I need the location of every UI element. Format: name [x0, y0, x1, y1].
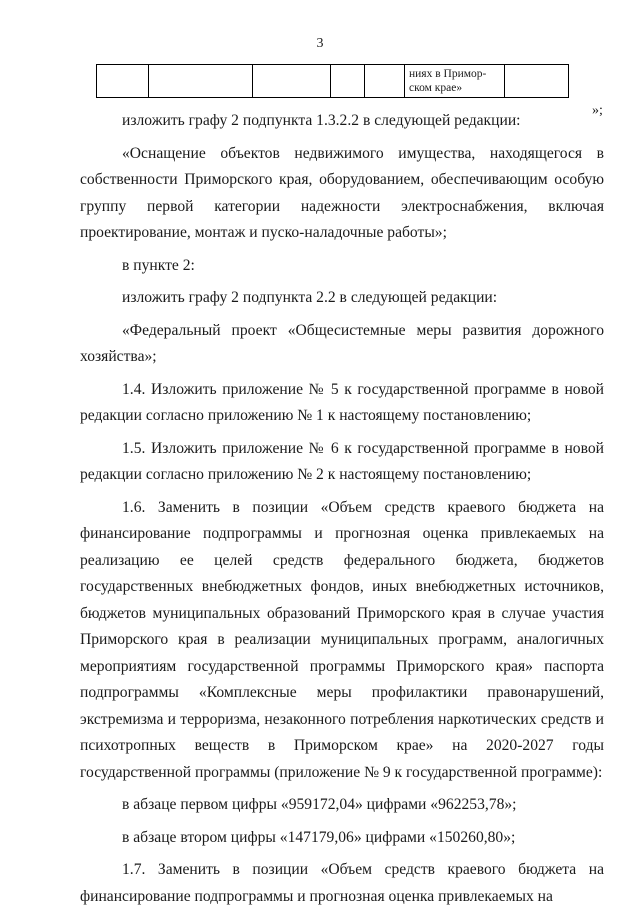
paragraph: 1.7. Заменить в позиции «Объем средств краевого бюджета на финансирование подпрограммы и прогнозная оценка привлекаемых на: [80, 861, 604, 905]
table-cell: [365, 65, 405, 98]
paragraph: 1.4. Изложить приложение № 5 к государственной программе в новой редакции согласно приложению № 1 к настоящему постановлению;: [80, 380, 604, 424]
closing-quote: »;: [592, 103, 603, 118]
paragraph: «Оснащение объектов недвижимого имущества, находящегося в собственности Приморского края, оборудованием, обеспечивающим особую группу первой категории надежности электроснабжения, включая проектирование, монтаж и пуско-наладочные работы»;: [80, 144, 604, 241]
paragraph: в абзаце втором цифры «147179,06» цифрами «150260,80»;: [122, 828, 516, 846]
paragraph: изложить графу 2 подпункта 2.2 в следующей редакции:: [122, 289, 498, 306]
table-cell: [505, 65, 569, 98]
table-cell-text: [405, 65, 505, 98]
table-row: [97, 65, 569, 98]
table-cell: [253, 65, 331, 98]
table-fragment: [96, 64, 569, 98]
paragraph: в абзаце первом цифры «959172,04» цифрами «962253,78»;: [122, 796, 517, 813]
table-cell: [331, 65, 365, 98]
paragraph: в пункте 2:: [122, 256, 195, 274]
document-body: [80, 108, 604, 916]
paragraph: изложить графу 2 подпункта 1.3.2.2 в следующей редакции:: [122, 112, 521, 129]
table-cell-line: ском крае»: [409, 82, 463, 94]
paragraph: 1.6. Заменить в позиции «Объем средств краевого бюджета на финансирование подпрограммы и прогнозная оценка привлекаемых на реализацию ее целей средств федерального бюджета, бюджетов государственных внебюджетных фондов, иных внебюджетных источников, бюджетов муниципальных образований Приморского края в случае участия Приморского края в реализации муниципальных программ, аналогичных мероприятиям государственной программы Приморского края» паспорта подпрограммы «Комплексные меры профилактики правонарушений, экстремизма и терроризма, незаконного потребления наркотических средств и психотропных веществ в Приморском крае» на 2020-2027 годы государственной программы (приложение № 9 к государственной программе):: [80, 498, 604, 781]
paragraph: «Федеральный проект «Общесистемные меры развития дорожного хозяйства»;: [80, 321, 604, 365]
table-cell: [149, 65, 253, 98]
page-number: 3: [316, 36, 324, 51]
table-cell: [97, 65, 149, 98]
table-cell-line: ниях в Примор-: [409, 68, 487, 80]
paragraph: 1.5. Изложить приложение № 6 к государственной программе в новой редакции согласно приложению № 2 к настоящему постановлению;: [80, 439, 604, 483]
